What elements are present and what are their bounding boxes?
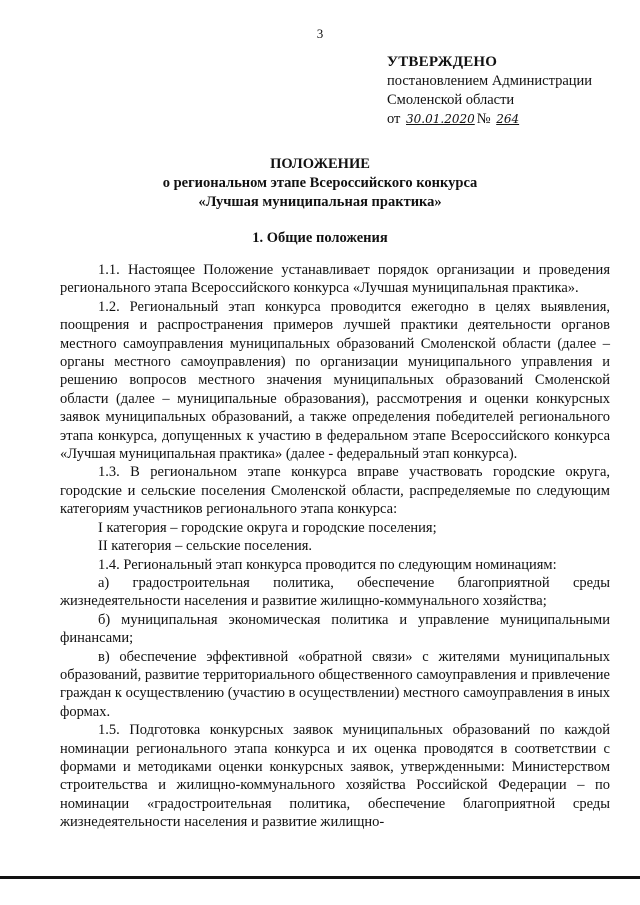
handwritten-date: 30.01.2020 [406, 112, 475, 126]
title-line-3: «Лучшая муниципальная практика» [198, 194, 442, 210]
paragraph-1-5: 1.5. Подготовка конкурсных заявок муниципальных образований по каждой номинации регионального этапа конкурса и их оценка проводятся в соответствии с формами и методиками оценки конкурсных заявок, утвержденными: Министерством строительства и жилищно-коммунального хозяйства Российской Федерации – по номинации «градостроительная политика, обеспечение благоприятной среды жизнедеятельности населения и развитие жилищно- [60, 722, 610, 831]
paragraph-1-3: 1.3. В региональном этапе конкурса вправе участвовать городские округа, городские и сельские поселения Смоленской области, распределяемые по следующим категориям участников регионального этапа конкурса: [60, 464, 610, 518]
number-prefix: № [476, 111, 491, 127]
date-prefix: от [387, 111, 401, 127]
approval-block [387, 53, 592, 129]
approval-line-decree: постановлением Администрации [387, 73, 593, 89]
approval-line-region: Смоленской области [387, 92, 515, 108]
title-line-1: ПОЛОЖЕНИЕ [270, 156, 370, 172]
section-heading: 1. Общие положения [252, 230, 388, 246]
document-title [0, 155, 640, 212]
title-line-2: о региональном этапе Всероссийского конкурса [162, 175, 478, 191]
nomination-b: б) муниципальная экономическая политика и управление муниципальными финансами; [60, 611, 610, 647]
bottom-border-line [0, 876, 640, 879]
paragraph-1-1: 1.1. Настоящее Положение устанавливает порядок организации и проведения регионального этапа Всероссийского конкурса «Лучшая муниципальная практика». [60, 262, 610, 297]
category-2: II категория – сельские поселения. [98, 538, 313, 555]
page-number: 3 [316, 26, 324, 41]
category-1: I категория – городские округа и городские поселения; [98, 519, 437, 536]
nomination-c: в) обеспечение эффективной «обратной связи» с жителями муниципальных образований, развитие территориального общественного самоуправления и привлечение граждан к осуществлению (участию в осуществлении) местного самоуправления в иных формах. [60, 648, 610, 720]
paragraph-1-2: 1.2. Региональный этап конкурса проводится ежегодно в целях выявления, поощрения и распространения примеров лучшей практики деятельности органов местного самоуправления муниципальных образований Смоленской области (далее – органы местного самоуправления) по организации муниципального управления и решению вопросов местного значения муниципальных образований Смоленской области (далее – муниципальные образования), рассмотрения и оценки конкурсных заявок муниципальных образований, а также определения победителей регионального этапа конкурса, допущенных к участию в федеральном этапе Всероссийского конкурса «Лучшая муниципальная практика» (далее - федеральный этап конкурса). [60, 298, 610, 463]
paragraph-1-4: 1.4. Региональный этап конкурса проводится по следующим номинациям: [98, 556, 557, 573]
approval-date-line [387, 110, 592, 129]
nomination-a: а) градостроительная политика, обеспечение благоприятной среды жизнедеятельности населения и развитие жилищно-коммунального хозяйства; [60, 574, 610, 610]
approval-stamp: УТВЕРЖДЕНО [387, 54, 498, 70]
handwritten-number: 264 [496, 112, 520, 126]
body-text [60, 261, 610, 832]
